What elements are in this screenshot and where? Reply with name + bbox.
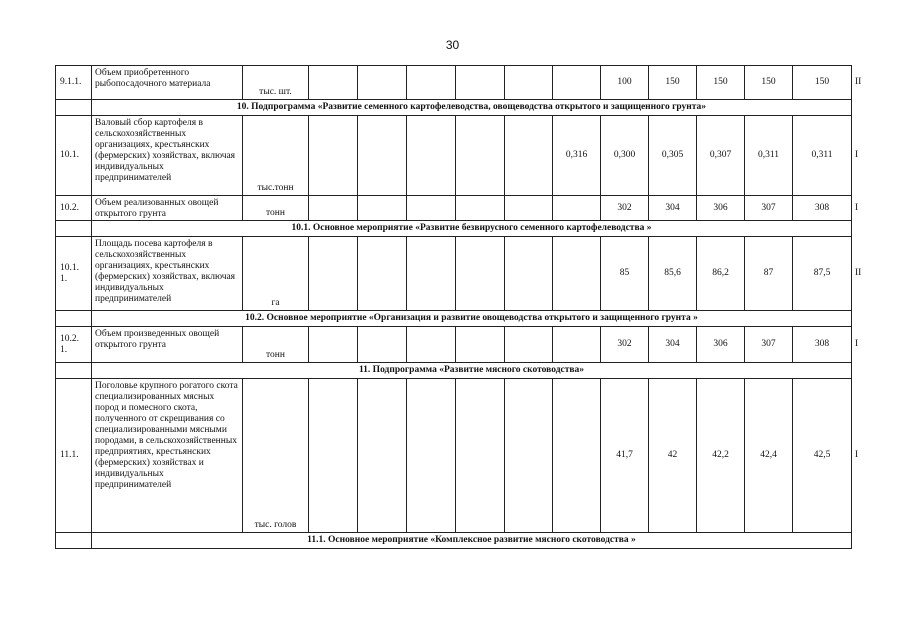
value-cell: 307 [745,196,793,221]
value-cell: 42,2 [697,379,745,533]
unit-of-measure: тонн [243,196,309,221]
page-number: 30 [445,38,460,52]
value-cell [456,327,505,363]
value-cell: 41,7 [601,379,649,533]
value-cell [456,379,505,533]
value-cell [309,66,358,100]
table-row: 9.1.1. Объем приобретенного рыбопосадочного материала тыс. шт. 100 150 150 150 150 II [56,66,852,100]
section-title: 10.2. Основное мероприятие «Организация и развитие овощеводства открытого и защищенного грунта » [92,311,852,327]
value-cell [358,379,407,533]
value-cell [505,116,553,196]
value-cell [505,379,553,533]
value-cell [553,66,601,100]
indicator-name: Площадь посева картофеля в сельскохозяйственных организациях, крестьянских (фермерских) хозяйствах, включая индивидуальных предпринимателей [92,237,243,311]
section-title: 11.1. Основное мероприятие «Комплексное развитие мясного скотоводства » [92,533,852,549]
section-header-row [56,221,852,237]
value-cell: 150 [697,66,745,100]
value-cell [456,196,505,221]
section-title: 10. Подпрограмма «Развитие семенного картофелеводства, овощеводства открытого и защищенного грунта» [92,100,852,116]
value-cell: 308 [793,196,852,221]
unit-of-measure: тыс. шт. [243,66,309,100]
header-number-cell [56,221,92,237]
indicator-name: Валовый сбор картофеля в сельскохозяйственных организациях, крестьянских (фермерских) хозяйствах, включая индивидуальных предпринимателей [92,116,243,196]
value-cell: 308 [793,327,852,363]
value-cell [358,66,407,100]
value-cell [309,379,358,533]
value-cell [407,116,456,196]
value-cell [505,327,553,363]
value-cell [407,237,456,311]
value-cell [456,66,505,100]
value-cell: 306 [697,327,745,363]
value-cell: 85,6 [649,237,697,311]
value-cell: 0,311 [793,116,852,196]
row-number: 10.2. 1. [56,327,92,363]
value-cell: 42,5 [793,379,852,533]
value-cell: 150 [793,66,852,100]
value-cell [407,379,456,533]
value-cell: 0,300 [601,116,649,196]
value-cell [358,116,407,196]
value-cell: 0,316 [553,116,601,196]
value-cell [309,116,358,196]
section-header-row [56,311,852,327]
row-number: 10.1. 1. [56,237,92,311]
value-cell: 0,311 [745,116,793,196]
value-cell [358,196,407,221]
indicator-name: Объем реализованных овощей открытого грунта [92,196,243,221]
value-cell [505,196,553,221]
unit-of-measure: тыс.тонн [243,116,309,196]
value-cell: 304 [649,327,697,363]
table-row: 10.2. Объем реализованных овощей открытого грунта тонн 302 304 306 307 308 I [56,196,852,221]
header-number-cell [56,100,92,116]
row-number: 9.1.1. [56,66,92,100]
value-cell: 42 [649,379,697,533]
value-cell: 150 [745,66,793,100]
unit-of-measure: га [243,237,309,311]
value-cell [505,66,553,100]
value-cell [553,379,601,533]
row-number: 11.1. [56,379,92,533]
value-cell [309,237,358,311]
value-cell [505,237,553,311]
row-number: 10.2. [56,196,92,221]
value-cell [407,196,456,221]
value-cell: 0,307 [697,116,745,196]
unit-of-measure: тыс. голов [243,379,309,533]
section-header-row [56,100,852,116]
section-header-row [56,363,852,379]
table-row: 10.1. 1. Площадь посева картофеля в сельскохозяйственных организациях, крестьянских (фермерских) хозяйствах, включая индивидуальных предпринимателей га 85 85,6 86,2 87 87,5 II [56,237,852,311]
value-cell: 306 [697,196,745,221]
section-title: 10.1. Основное мероприятие «Развитие безвирусного семенного картофелеводства » [92,221,852,237]
value-cell [407,327,456,363]
value-cell: 150 [649,66,697,100]
section-header-row [56,533,852,549]
value-cell: 87,5 [793,237,852,311]
value-cell: 302 [601,196,649,221]
value-cell [309,196,358,221]
indicator-name: Поголовье крупного рогатого скота специализированных мясных пород и помесного скота, полученного от скрещивания со специализированными мясными породами, в сельскохозяйственных предприятиях, крестьянских (фермерских) хозяйствах и индивидуальных предпринимателей [92,379,243,533]
table-row: 10.1. Валовый сбор картофеля в сельскохозяйственных организациях, крестьянских (фермерских) хозяйствах, включая индивидуальных предпринимателей тыс.тонн 0,316 0,300 0,305 0,307 0,311 0,311 I [56,116,852,196]
value-cell [456,116,505,196]
table-row: 10.2. 1. Объем произведенных овощей открытого грунта тонн 302 304 306 307 308 I [56,327,852,363]
indicators-table [55,65,862,549]
value-cell: 302 [601,327,649,363]
section-title: 11. Подпрограмма «Развитие мясного скотоводства» [92,363,852,379]
value-cell: 307 [745,327,793,363]
value-cell: 0,305 [649,116,697,196]
row-number: 10.1. [56,116,92,196]
unit-of-measure: тонн [243,327,309,363]
value-cell [309,327,358,363]
header-number-cell [56,311,92,327]
value-cell: 304 [649,196,697,221]
value-cell [407,66,456,100]
header-number-cell [56,533,92,549]
indicator-name: Объем произведенных овощей открытого грунта [92,327,243,363]
value-cell [553,327,601,363]
value-cell: 86,2 [697,237,745,311]
value-cell: 100 [601,66,649,100]
value-cell: 42,4 [745,379,793,533]
value-cell: 85 [601,237,649,311]
value-cell: 87 [745,237,793,311]
table-row: 11.1. Поголовье крупного рогатого скота специализированных мясных пород и помесного скота, полученного от скрещивания со специализированными мясными породами, в сельскохозяйственных предприятиях, крестьянских (фермерских) хозяйствах и индивидуальных предпринимателей тыс. голов 41,7 42 42,2 42,4 42,5 I [56,379,852,533]
value-cell [358,237,407,311]
value-cell [553,196,601,221]
value-cell [358,327,407,363]
header-number-cell [56,363,92,379]
value-cell [456,237,505,311]
indicator-name: Объем приобретенного рыбопосадочного материала [92,66,243,100]
value-cell [553,237,601,311]
